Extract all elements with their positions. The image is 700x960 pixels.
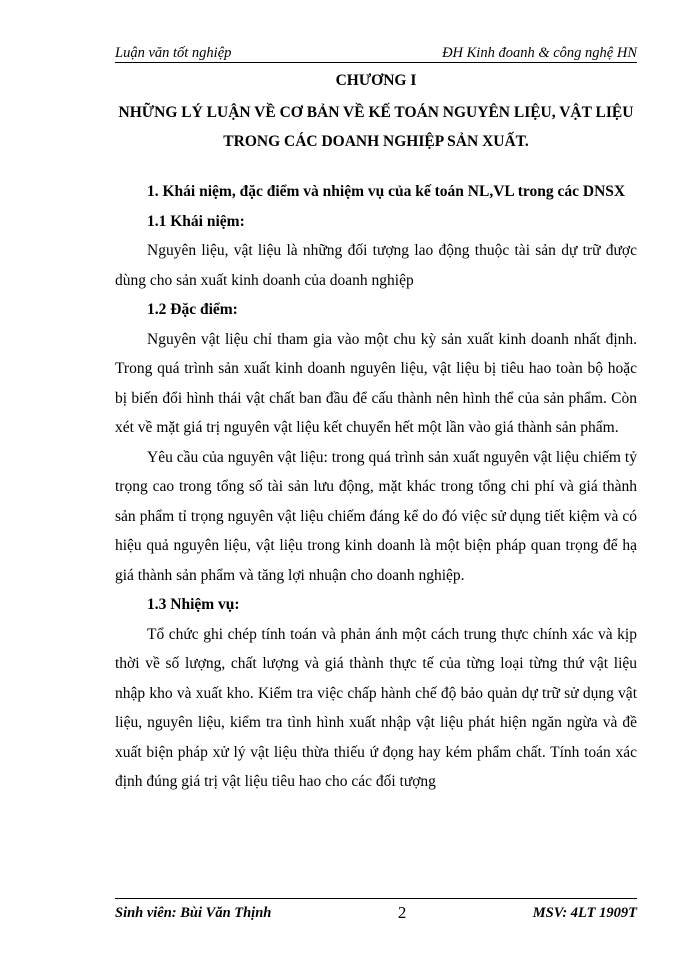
page-number: 2 xyxy=(397,903,407,922)
header-divider xyxy=(115,62,637,63)
page-header xyxy=(115,40,637,62)
section-1-3-paragraph: Tổ chức ghi chép tính toán và phản ánh một cách trung thực chính xác và kịp thời về số lượng, chất lượng và giá thành thực tế của từng loại từng thứ vật liệu nhập kho và xuất kho. Kiểm tra việc chấp hành chế độ bảo quản dự trữ sử dụng vật liệu, nguyên liệu, kiểm tra tình hình xuất nhập vật liệu phát hiện ngăn ngừa và đề xuất biện pháp xử lý vật liệu thừa thiếu ứ đọng hay kém phẩm chất. Tính toán xác định đúng giá trị vật liệu tiêu hao cho các đối tượng xyxy=(115,625,637,790)
page-footer xyxy=(115,902,637,924)
section-1-2-paragraph-2: Yêu cầu của nguyên vật liệu: trong quá trình sản xuất nguyên vật liệu chiếm tỷ trọng cao trong tổng số tài sản lưu động, mặt khác trong tổng chi phí và giá thành sản phẩm tỉ trọng nguyên vật liệu chiếm đáng kể do đó việc sử dụng tiết kiệm và có hiệu quả nguyên liệu, vật liệu trong kinh doanh là một biện pháp quan trọng để hạ giá thành sản phẩm và tăng lợi nhuận cho doanh nghiệp. xyxy=(115,448,637,584)
section-1-1-paragraph: Nguyên liệu, vật liệu là những đối tượng lao động thuộc tài sản dự trữ được dùng cho sản xuất kinh doanh của doanh nghiệp xyxy=(115,242,637,289)
header-left-text: Luận văn tốt nghiệp xyxy=(115,45,232,61)
section-1-1-heading: 1.1 Khái niệm: xyxy=(147,212,245,230)
section-1-heading: 1. Khái niệm, đặc điểm và nhiệm vụ của kế toán NL,VL trong các DNSX xyxy=(147,183,626,200)
chapter-title: CHƯƠNG I xyxy=(335,72,417,89)
chapter-heading: NHỮNG LÝ LUẬN VỀ CƠ BẢN VỀ KẾ TOÁN NGUYÊN LIỆU, VẬT LIỆU TRONG CÁC DOANH NGHIỆP SẢN XUẤT. xyxy=(118,104,634,150)
header-right-text: ĐH Kinh đoanh & công nghệ HN xyxy=(442,45,637,61)
section-1-2-paragraph-1: Nguyên vật liệu chỉ tham gia vào một chu kỳ sản xuất kinh doanh nhất định. Trong quá trình sản xuất kinh doanh nguyên liệu, vật liệu bị tiêu hao toàn bộ hoặc bị biến đổi hình thái vật chất ban đầu để cấu thành nên hình thể của sản phẩm. Còn xét về mặt giá trị nguyên vật liệu kết chuyển hết một lần vào giá thành sản phẩm. xyxy=(115,330,637,436)
footer-student-id: MSV: 4LT 1909T xyxy=(532,904,637,921)
document-body xyxy=(115,177,637,797)
section-1-2-heading: 1.2 Đặc điểm: xyxy=(147,301,238,318)
footer-author: Sinh viên: Bùi Văn Thịnh xyxy=(115,904,272,921)
footer-divider xyxy=(115,898,637,899)
section-1-3-heading: 1.3 Nhiệm vụ: xyxy=(147,596,240,613)
